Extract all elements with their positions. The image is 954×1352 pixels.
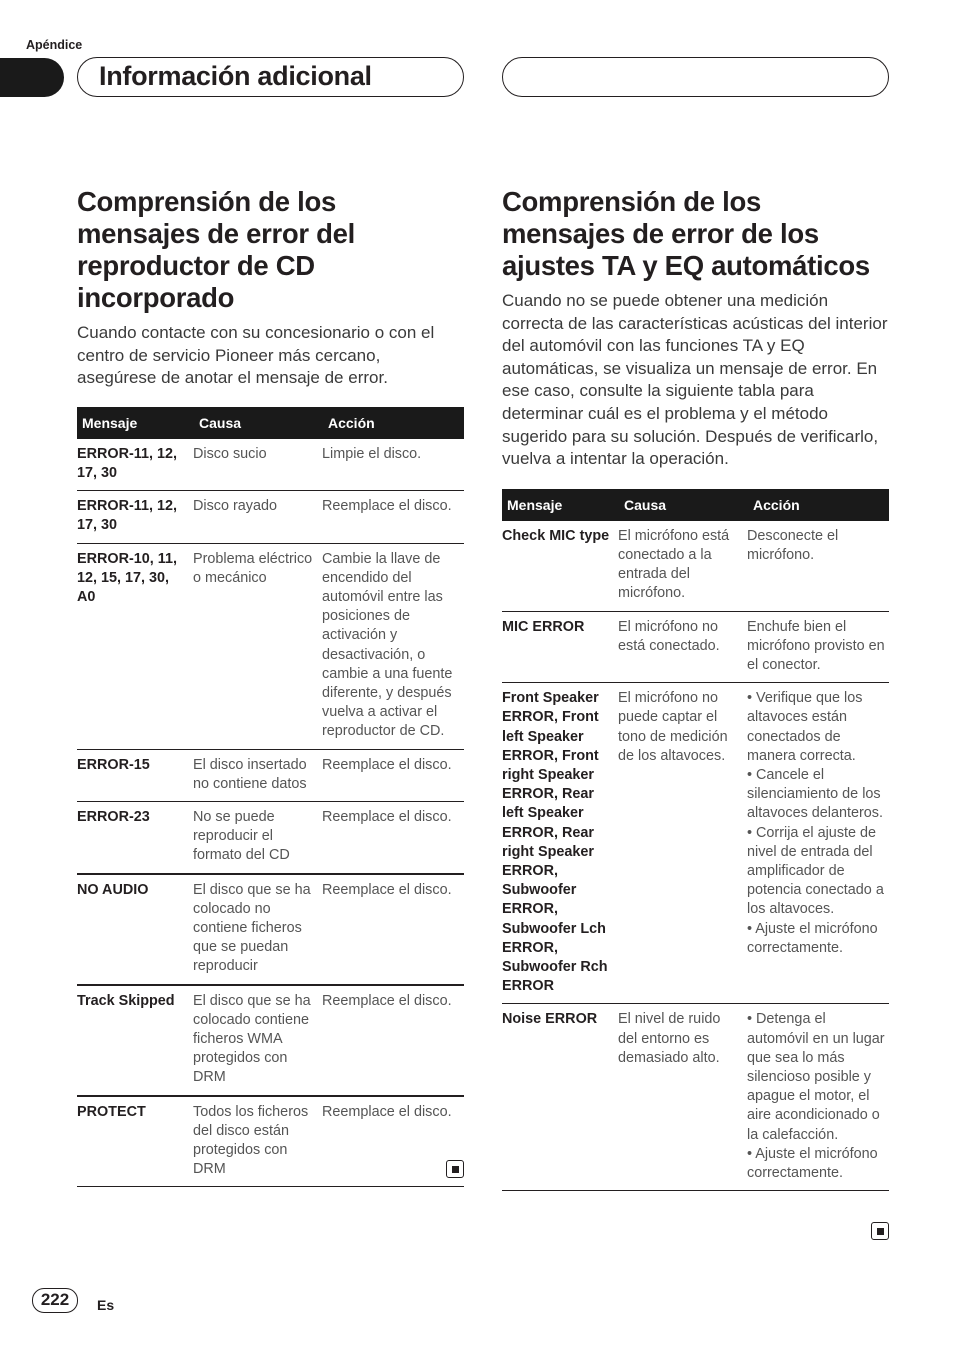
error-message: ERROR-11, 12, 17, 30 [77,491,193,543]
error-message: NO AUDIO [77,874,193,985]
error-message: Noise ERROR [502,1004,618,1191]
error-message: ERROR-15 [77,749,193,801]
table-row [502,1004,889,1191]
language-code: Es [97,1297,115,1313]
column-header-accion: Acción [322,407,464,439]
section-header [77,57,464,97]
error-message: MIC ERROR [502,611,618,683]
table-row [502,521,889,611]
error-message: ERROR-23 [77,802,193,874]
error-message: PROTECT [77,1096,193,1187]
error-action: Cambie la llave de encendido del automóvil entre las posiciones de activación y desactivación, o cambie a una fuente diferente, y después vuelva a activar el reproductor de CD. [322,543,464,749]
table-header-row [77,407,464,439]
error-cause: El micrófono no está conectado. [618,611,747,683]
column-header-causa: Causa [618,489,747,521]
column-header-causa: Causa [193,407,322,439]
error-message: ERROR-11, 12, 17, 30 [77,439,193,491]
error-message: Track Skipped [77,985,193,1096]
table-row [502,683,889,1004]
error-message: Front Speaker ERROR, Front left Speaker ERROR, Front right Speaker ERROR, Rear left Speaker ERROR, Rear right Speaker ERROR, Subwoofer ERROR, Subwoofer Lch ERROR, Subwoofer Rch ERROR [502,683,618,1004]
table-row [77,491,464,543]
table-row [77,985,464,1096]
section-end-icon [446,1160,464,1178]
error-action: Limpie el disco. [322,439,464,491]
error-action: Reemplace el disco. [322,491,464,543]
column-header-mensaje: Mensaje [502,489,618,521]
section-end-icon [871,1222,889,1240]
error-action: Desconecte el micrófono. [747,521,889,611]
error-cause: No se puede reproducir el formato del CD [193,802,322,874]
table-header-row [502,489,889,521]
error-cause: El disco que se ha colocado no contiene ficheros que se puedan reproducir [193,874,322,985]
table-row [77,749,464,801]
table-row [77,874,464,985]
error-action: Reemplace el disco. [322,985,464,1096]
error-cause: El nivel de ruido del entorno es demasiado alto. [618,1004,747,1191]
error-cause: El micrófono no puede captar el tono de medición de los altavoces. [618,683,747,1004]
error-cause: Disco sucio [193,439,322,491]
table-row [77,543,464,749]
error-message: ERROR-10, 11, 12, 15, 17, 30, A0 [77,543,193,749]
error-action: Enchufe bien el micrófono provisto en el conector. [747,611,889,683]
cd-errors-section [77,186,464,1187]
column-header-mensaje: Mensaje [77,407,193,439]
table-row [77,1096,464,1187]
error-action: Reemplace el disco. [322,802,464,874]
error-cause: Problema eléctrico o mecánico [193,543,322,749]
section-title: Información adicional [99,61,372,91]
section-header-blank [502,57,889,97]
error-action: • Detenga el automóvil en un lugar que sea lo más silencioso posible y apague el motor, el aire acondicionado o la calefacción. • Ajuste el micrófono correctamente. [747,1004,889,1191]
cd-errors-intro: Cuando contacte con su concesionario o con el centro de servicio Pioneer más cercano, asegúrese de anotar el mensaje de error. [77,323,435,388]
error-action: Reemplace el disco. [322,874,464,985]
error-message: Check MIC type [502,521,618,611]
section-tab-marker [0,58,64,97]
ta-eq-errors-title: Comprensión de los mensajes de error de los ajustes TA y EQ automáticos [502,186,870,281]
cd-errors-title: Comprensión de los mensajes de error del reproductor de CD incorporado [77,186,356,313]
appendix-label: Apéndice [26,38,83,52]
ta-eq-errors-intro: Cuando no se puede obtener una medición correcta de las características acústicas del interior del automóvil con las funciones TA y EQ automáticas, se visualiza un mensaje de error. En ese caso, consulte la siguiente tabla para determinar cuál es el problema y el método sugerido para su solución. Después de verificarlo, vuelva a intentar la operación. [502,291,888,469]
table-row [77,802,464,874]
column-header-accion: Acción [747,489,889,521]
table-row [502,611,889,683]
error-action: Reemplace el disco. [322,1096,464,1187]
table-row [77,439,464,491]
error-cause: El micrófono está conectado a la entrada del micrófono. [618,521,747,611]
error-cause: Todos los ficheros del disco están protegidos con DRM [193,1096,322,1187]
error-cause: Disco rayado [193,491,322,543]
error-action: Reemplace el disco. [322,749,464,801]
error-cause: El disco que se ha colocado contiene ficheros WMA protegidos con DRM [193,985,322,1096]
page-number: 222 [32,1288,78,1313]
error-action: • Verifique que los altavoces están conectados de manera correcta. • Cancele el silenciamiento de los altavoces delanteros. • Corrija el ajuste de nivel de entrada del amplificador de potencia conectado a los altavoces. • Ajuste el micrófono correctamente. [747,683,889,1004]
cd-errors-table [77,407,464,1188]
ta-eq-errors-table [502,489,889,1192]
error-cause: El disco insertado no contiene datos [193,749,322,801]
ta-eq-errors-section [502,186,889,1191]
